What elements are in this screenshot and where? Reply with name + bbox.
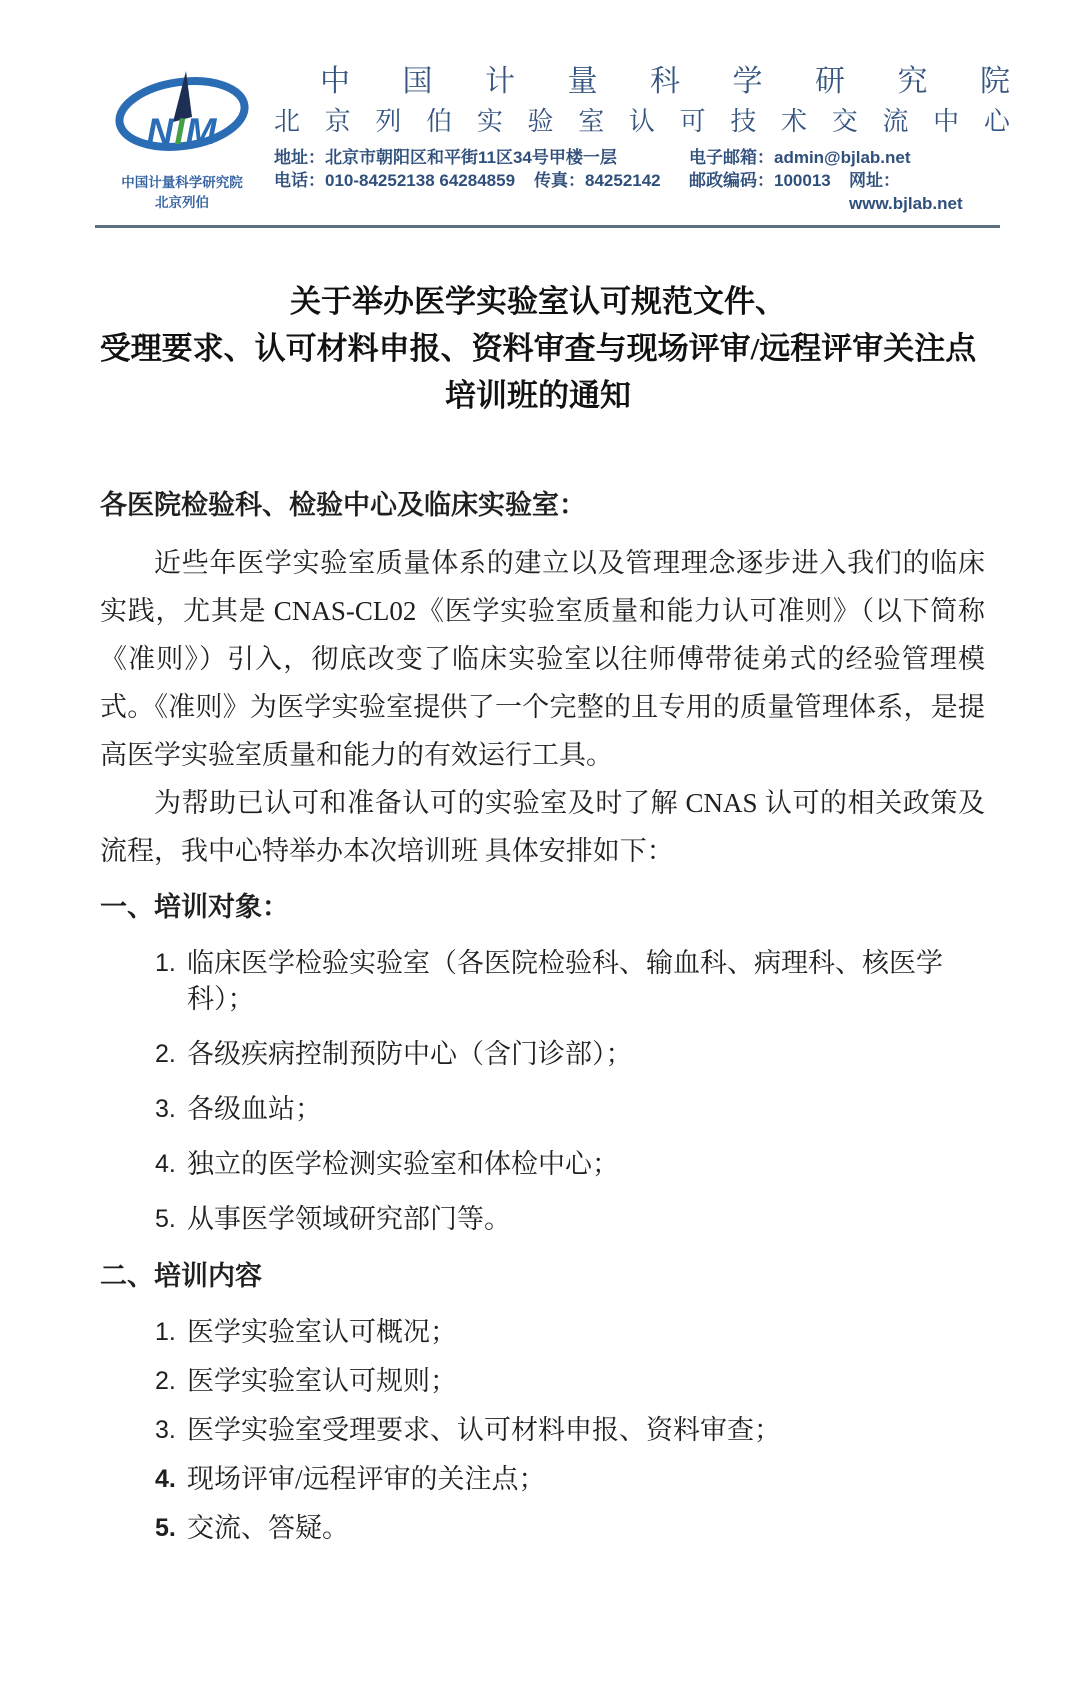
logo-caption-line1: 中国计量科学研究院: [121, 175, 243, 190]
paragraph-2: 为帮助已认可和准备认可的实验室及时了解 CNAS 认可的相关政策及流程，我中心特举办本次培训班 具体安排如下：: [100, 788, 985, 866]
list-item-text: 独立的医学检测实验室和体检中心；: [187, 1149, 619, 1179]
title-line-3: 培训班的通知: [445, 378, 631, 413]
list-item-text: 交流、答疑。: [187, 1513, 349, 1543]
list-item: [155, 1510, 985, 1546]
svg-text:NIM: [147, 111, 218, 152]
org-name-char: 伯: [426, 106, 453, 136]
logo-letter-n: N: [146, 111, 175, 152]
logo-caption: [108, 173, 256, 212]
website-label: 网址：: [849, 171, 900, 190]
list-item-number: 4.: [155, 1150, 176, 1178]
list-item-text: 各级疾病控制预防中心（含门诊部）；: [187, 1039, 633, 1069]
list-item: [155, 945, 985, 1017]
org-name-char: 术: [781, 106, 808, 136]
address-field: [274, 146, 689, 169]
list-item-number: 3.: [155, 1416, 176, 1444]
org-name-char: 京: [324, 106, 351, 136]
contact-row-2: [274, 169, 1010, 215]
letterhead: [0, 0, 1076, 215]
website-value: www.bjlab.net: [849, 194, 963, 213]
title-line-1: 关于举办医学实验室认可规范文件、: [290, 284, 786, 319]
document-title: [0, 278, 1076, 419]
logo-caption-line2: 北京列伯: [155, 194, 209, 210]
org-name-char: 科: [650, 65, 680, 98]
email-field: [689, 146, 1010, 169]
list-item-number: 5.: [155, 1514, 176, 1542]
list-item-text: 各级血站；: [187, 1094, 322, 1124]
list-item-number: 5.: [155, 1205, 176, 1233]
list-item-number: 2.: [155, 1040, 176, 1068]
org-name-char: 中: [320, 65, 350, 98]
org-name-char: 室: [578, 106, 605, 136]
org-name-char: 认: [628, 106, 655, 136]
org-name-cn: [274, 64, 1010, 100]
list-item: [155, 1461, 985, 1497]
org-name-char: 实: [476, 106, 503, 136]
letterhead-divider: [95, 225, 1000, 228]
list-item: [155, 1091, 985, 1127]
title-line-2: 受理要求、认可材料申报、资料审查与现场评审/远程评审关注点: [99, 331, 977, 366]
paragraph-1: 近些年医学实验室质量体系的建立以及管理理念逐步进入我们的临床实践，尤其是 CNAS-CL02《医学实验室质量和能力认可准则》（以下简称《准则》）引入，彻底改变了临床实验室以往师傅带徒弟式的经验管理模式。《准则》为医学实验室提供了一个完整的且专用的质量管理体系，是提高医学实验室质量和能力的有效运行工具。: [100, 548, 985, 770]
logo-letter-m: M: [185, 111, 218, 152]
list-item: [155, 1201, 985, 1237]
email-label: 电子邮箱：: [689, 148, 774, 167]
letterhead-text: [274, 64, 1010, 215]
list-item-text: 从事医学领域研究部门等。: [187, 1204, 511, 1234]
org-name-char: 究: [897, 65, 928, 98]
postal-value: 100013: [774, 171, 831, 190]
org-subname-cn: [274, 104, 1010, 138]
org-name-char: 心: [983, 106, 1010, 136]
org-name-char: 北: [274, 106, 301, 136]
phone-value: 010-84252138 64284859: [325, 171, 516, 190]
document-body: [0, 419, 1076, 1689]
org-name-char: 可: [679, 106, 706, 136]
address-value: 北京市朝阳区和平街11区34号甲楼一层: [325, 148, 617, 167]
logo-block: [108, 64, 256, 212]
contact-row-1: [274, 146, 1010, 169]
section-heading-2: 二、培训内容: [100, 1261, 262, 1291]
org-name-char: 流: [882, 106, 909, 136]
list-item-number: 3.: [155, 1095, 176, 1123]
section-heading-1: 一、培训对象：: [100, 892, 289, 922]
address-label: 地址：: [274, 148, 325, 167]
salutation: 各医院检验科、检验中心及临床实验室：: [100, 490, 586, 520]
org-name-char: 学: [732, 65, 763, 98]
org-name-char: 验: [527, 106, 554, 136]
training-content-list: [155, 1314, 985, 1546]
org-name-char: 研: [815, 65, 845, 98]
postal-field: [689, 169, 849, 215]
list-item: [155, 1314, 985, 1350]
postal-label: 邮政编码：: [689, 171, 774, 190]
bottom-whitespace: [100, 1559, 985, 1689]
org-name-char: 交: [831, 106, 858, 136]
list-item-text: 现场评审/远程评审的关注点；: [187, 1464, 546, 1494]
list-item-number: 1.: [155, 1318, 176, 1346]
email-value: admin@bjlab.net: [774, 148, 911, 167]
list-item: [155, 1412, 985, 1448]
fax-value: 84252142: [585, 171, 661, 190]
org-name-char: 量: [567, 65, 598, 98]
training-targets-list: [155, 945, 985, 1237]
list-item-text: 医学实验室受理要求、认可材料申报、资料审查；: [187, 1415, 781, 1445]
org-name-char: 院: [980, 65, 1010, 98]
list-item: [155, 1363, 985, 1399]
fax-label: 传真：: [534, 171, 585, 190]
phone-label: 电话：: [274, 171, 325, 190]
list-item-text: 医学实验室认可概况；: [187, 1317, 457, 1347]
list-item-number: 2.: [155, 1367, 176, 1395]
list-item: [155, 1036, 985, 1072]
contact-info: [274, 146, 1010, 215]
list-item-number: 4.: [155, 1465, 176, 1493]
fax-field: [534, 169, 689, 215]
list-item: [155, 1146, 985, 1182]
org-name-char: 列: [375, 106, 402, 136]
org-name-char: 技: [730, 106, 757, 136]
phone-field: [274, 169, 534, 215]
list-item-text: 临床医学检验实验室（各医院检验科、输血科、病理科、核医学科）；: [187, 948, 943, 1014]
website-field: [849, 169, 1010, 215]
logo-letter-i: I: [174, 111, 186, 152]
nim-logo-icon: [111, 70, 253, 164]
list-item-number: 1.: [155, 949, 176, 977]
org-name-char: 中: [933, 106, 960, 136]
list-item-text: 医学实验室认可规则；: [187, 1366, 457, 1396]
org-name-char: 计: [485, 65, 515, 98]
org-name-char: 国: [402, 65, 433, 98]
